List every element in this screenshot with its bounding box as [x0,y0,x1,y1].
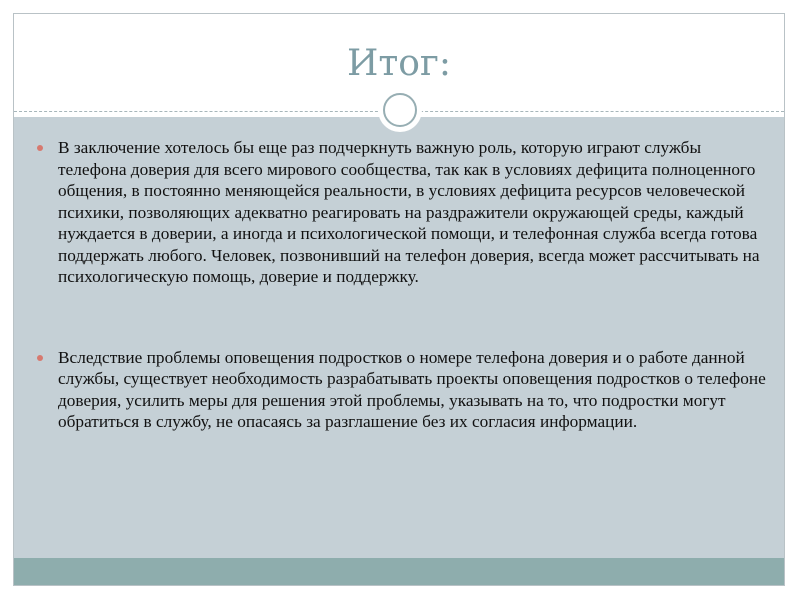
bullet-text: Вследствие проблемы оповещения подростков о номере телефона доверия и о работе данной службы, существует необходимость разрабатывать проекты оповещения подростков о телефоне доверия, усилить меры для решения этой проблемы, указывать на то, что подростки могут обратиться в службу, не опасаясь за разглашение без их согласия информации. [58,347,766,431]
bullet-list [37,137,772,433]
bullet-dot-icon [37,355,43,361]
circle-ornament-icon [378,88,422,132]
bullet-item [37,137,772,288]
footer-bar [14,558,784,585]
bullet-text: В заключение хотелось бы еще раз подчеркнуть важную роль, которую играют службы телефона доверия для всего мирового сообщества, так как в условиях дефицита полноценного общения, в постоянно меняющейся реальности, в условиях дефицита ресурсов человеческой психики, позволяющих адекватно реагировать на раздражители окружающей среды, каждый нуждается в доверии, а иногда и психологической помощи, и телефонная служба всегда готова поддержать любого. Человек, позвонивший на телефон доверия, всегда может рассчитывать на психологическую помощь, доверие и поддержку. [58,138,760,286]
slide-title: Итог: [347,43,451,84]
bullet-dot-icon [37,145,43,151]
bullet-item [37,347,772,433]
